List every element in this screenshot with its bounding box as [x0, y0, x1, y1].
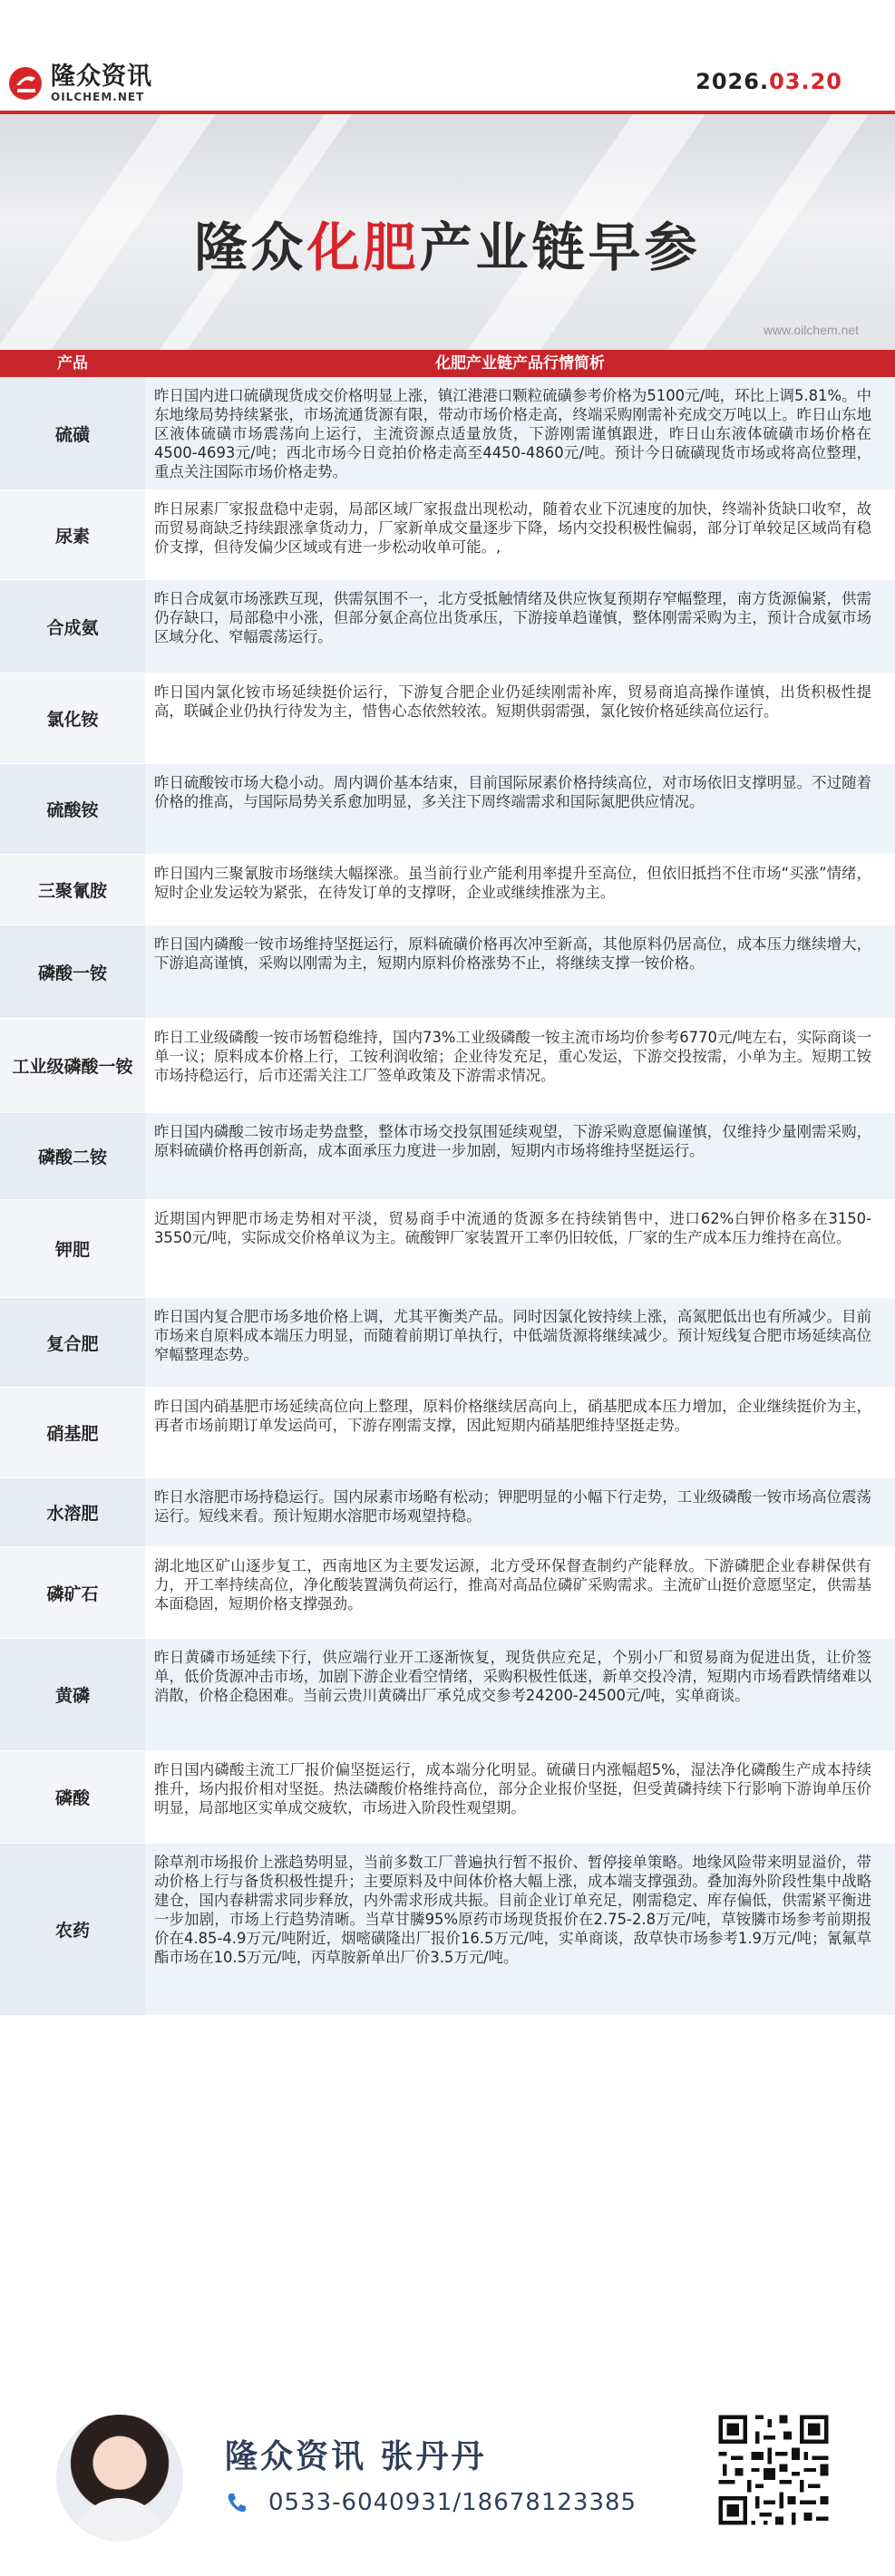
table-row [0, 925, 895, 1019]
header-product: 产品 [57, 354, 88, 373]
product-analysis: 昨日国内进口硫磺现货成交价格明显上涨，镇江港港口颗粒硫磺参考价格为5100元/吨，环比上调5.81%。中东地缘局势持续紧张，市场流通货源有限，带动市场价格走高，终端采购刚需补充成交万吨以上。昨日山东地区液体硫磺市场震荡向上运行，主流资源点适量放货，下游刚需谨慎跟进，昨日山东液体硫磺市场价格在4500-4693元/吨；西北市场今日竞拍价格走高至4450-4860元/吨。预计今日硫磺现货市场或将高位整理，重点关注国际市场价格走势。 [145, 377, 895, 489]
report-date [696, 69, 842, 94]
product-name: 尿素 [0, 490, 145, 579]
product-name: 水溶肥 [0, 1478, 145, 1546]
product-analysis: 昨日水溶肥市场持稳运行。国内尿素市场略有松动；钾肥明显的小幅下行走势，工业级磷酸一铵市场高位震荡运行。短线来看。预计短期水溶肥市场观望持稳。 [145, 1478, 895, 1546]
phone-number: 0533-6040931/18678123385 [268, 2489, 637, 2516]
contact-phone[interactable] [225, 2489, 637, 2516]
table-row [0, 1478, 895, 1547]
analyst-avatar [56, 2415, 183, 2542]
analyst-name: 隆众资讯 张丹丹 [225, 2438, 487, 2475]
product-name: 三聚氰胺 [0, 855, 145, 925]
product-analysis: 昨日国内硝基肥市场延续高位向上整理，原料价格继续居高向上，硝基肥成本压力增加，企业继续挺价为主，再者市场前期订单发运尚可，下游存刚需支撑，因此短期内硝基肥维持坚挺走势。 [145, 1388, 895, 1477]
product-name: 磷酸一铵 [0, 925, 145, 1018]
date-year: 2026. [696, 69, 770, 94]
table-row [0, 1751, 895, 1844]
brand-logo[interactable] [7, 63, 152, 103]
table-row [0, 1388, 895, 1478]
table-row [0, 673, 895, 764]
product-analysis: 昨日国内三聚氰胺市场继续大幅探涨。虽当前行业产能利用率提升至高位，但依旧抵挡不住市场“买涨”情绪，短时企业发运较为紧张，在待发订单的支撑呀，企业或继续推涨为主。 [145, 855, 895, 925]
product-name: 磷酸二铵 [0, 1113, 145, 1199]
watermark-url: www.oilchem.net [763, 323, 859, 337]
contact-footer [0, 2395, 895, 2576]
product-name: 复合肥 [0, 1298, 145, 1387]
product-name: 硫磺 [0, 377, 145, 489]
product-analysis: 昨日国内磷酸二铵市场走势盘整，整体市场交投氛围延续观望，下游采购意愿偏谨慎，仅维持少量刚需采购，原料硫磺价格再创新高，成本面承压力度进一步加剧，短期内市场将维持坚挺运行。 [145, 1113, 895, 1199]
product-name: 钾肥 [0, 1200, 145, 1297]
table-row [0, 1298, 895, 1388]
product-name: 合成氨 [0, 580, 145, 673]
table-row [0, 377, 895, 490]
top-bar [0, 0, 895, 120]
page-title [0, 205, 895, 281]
phone-icon [225, 2491, 248, 2514]
product-name: 硫酸铵 [0, 764, 145, 854]
title-banner [0, 114, 895, 350]
table-header [0, 350, 895, 377]
header-analysis: 化肥产业链产品行情简析 [435, 354, 605, 373]
date-month-day: 03.20 [769, 69, 842, 94]
logo-cn-text: 隆众资讯 [51, 63, 152, 91]
market-table [0, 350, 895, 2016]
qr-code-icon[interactable] [715, 2411, 832, 2529]
table-row [0, 764, 895, 855]
table-row [0, 855, 895, 925]
table-row [0, 1113, 895, 1200]
table-row [0, 1547, 895, 1639]
table-row [0, 490, 895, 580]
table-row [0, 580, 895, 673]
title-highlight: 化肥 [306, 217, 420, 278]
product-name: 磷酸 [0, 1751, 145, 1843]
table-row [0, 1844, 895, 2016]
product-name: 工业级磷酸一铵 [0, 1019, 145, 1112]
product-analysis: 昨日合成氨市场涨跌互现，供需氛围不一，北方受抵触情绪及供应恢复预期存窄幅整理，南方货源偏紧，供需仍存缺口，局部稳中小涨，但部分氨企高位出货承压，下游接单趋谨慎，整体刚需采购为主，预计合成氨市场区域分化、窄幅震荡运行。 [145, 580, 895, 673]
title-suffix: 产业链早参 [419, 217, 701, 278]
product-analysis: 除草剂市场报价上涨趋势明显，当前多数工厂普遍执行暂不报价、暂停接单策略。地缘风险带来明显溢价，带动价格上行与备货积极性提升；主要原料及中间体价格大幅上涨，成本端支撑强劲。叠加海外阶段性集中战略建仓，国内春耕需求同步释放，内外需求形成共振。目前企业订单充足，刚需稳定、库存偏低，供需紧平衡进一步加剧，市场上行趋势清晰。当草甘膦95%原药市场现货报价在2.75-2.8万元/吨，草铵膦市场参考前期报价在4.85-4.9万元/吨附近，烟嘧磺隆出厂报价16.5万元/吨，实单商谈，敌草快市场参考1.9万元/吨；氰氟草酯市场在10.5万元/吨，丙草胺新单出厂价3.5万元/吨。 [145, 1844, 895, 2015]
product-name: 农药 [0, 1844, 145, 2015]
product-analysis: 昨日尿素厂家报盘稳中走弱，局部区域厂家报盘出现松动，随着农业下沉速度的加快，终端补货缺口收窄，故而贸易商缺乏持续跟涨拿货动力，厂家新单成交量逐步下降，场内交投积极性偏弱，部分订单较足区域尚有稳价支撑，但待发偏少区域或有进一步松动收单可能。, [145, 490, 895, 579]
product-analysis: 昨日国内复合肥市场多地价格上调，尤其平衡类产品。同时因氯化铵持续上涨，高氮肥低出也有所减少。目前市场来自原料成本端压力明显，而随着前期订单执行，中低端货源将继续减少。预计短线复合肥市场延续高位窄幅整理态势。 [145, 1298, 895, 1387]
product-analysis: 昨日工业级磷酸一铵市场暂稳维持，国内73%工业级磷酸一铵主流市场均价参考6770元/吨左右，实际商谈一单一议；原料成本价格上行，工铵利润收缩；企业待发充足，重心发运，下游交投按需，小单为主。短期工铵市场持稳运行，后市还需关注工厂签单政策及下游需求情况。 [145, 1019, 895, 1112]
product-name: 硝基肥 [0, 1388, 145, 1477]
product-analysis: 昨日国内磷酸主流工厂报价偏坚挺运行，成本端分化明显。硫磺日内涨幅超5%，湿法净化磷酸生产成本持续推升，场内报价相对坚挺。热法磷酸价格维持高位，部分企业报价坚挺，但受黄磷持续下行影响下游询单压价明显，局部地区实单成交疲软，市场进入阶段性观望期。 [145, 1751, 895, 1843]
logo-icon [7, 65, 45, 102]
product-analysis: 昨日国内氯化铵市场延续挺价运行，下游复合肥企业仍延续刚需补库，贸易商追高操作谨慎，出货积极性提高，联碱企业仍执行待发为主，惜售心态依然较浓。短期供弱需强，氯化铵价格延续高位运行。 [145, 673, 895, 763]
product-name: 氯化铵 [0, 673, 145, 763]
product-analysis: 昨日国内磷酸一铵市场维持坚挺运行，原料硫磺价格再次冲至新高，其他原料仍居高位，成本压力继续增大，下游追高谨慎，采购以刚需为主，短期内原料价格涨势不止，将继续支撑一铵价格。 [145, 925, 895, 1018]
product-analysis: 近期国内钾肥市场走势相对平淡，贸易商手中流通的货源多在持续销售中，进口62%白钾价格多在3150-3550元/吨，实际成交价格单议为主。硫酸钾厂家装置开工率仍旧较低，厂家的生产成本压力维持在高位。 [145, 1200, 895, 1297]
product-name: 磷矿石 [0, 1547, 145, 1638]
title-prefix: 隆众 [194, 217, 307, 278]
product-analysis: 湖北地区矿山逐步复工，西南地区为主要发运源，北方受环保督查制约产能释放。下游磷肥企业春耕保供有力，开工率持续高位，净化酸装置满负荷运行，推高对高品位磷矿采购需求。主流矿山挺价意愿坚定，供需基本面稳固，短期价格支撑强劲。 [145, 1547, 895, 1638]
table-row [0, 1200, 895, 1298]
logo-en-text: OILCHEM.NET [51, 91, 145, 103]
product-analysis: 昨日黄磷市场延续下行，供应端行业开工逐渐恢复，现货供应充足，个别小厂和贸易商为促进出货，让价签单，低价货源冲击市场，加剧下游企业看空情绪，采购积极性低迷，新单交投冷清，短期内市场看跌情绪难以消散，价格企稳困难。当前云贵川黄磷出厂承兑成交参考24200-24500元/吨，实单商谈。 [145, 1639, 895, 1750]
product-analysis: 昨日硫酸铵市场大稳小动。周内调价基本结束，目前国际尿素价格持续高位，对市场依旧支撑明显。不过随着价格的推高，与国际局势关系愈加明显，多关注下周终端需求和国际氮肥供应情况。 [145, 764, 895, 854]
table-row [0, 1019, 895, 1113]
table-row [0, 1639, 895, 1751]
product-name: 黄磷 [0, 1639, 145, 1750]
